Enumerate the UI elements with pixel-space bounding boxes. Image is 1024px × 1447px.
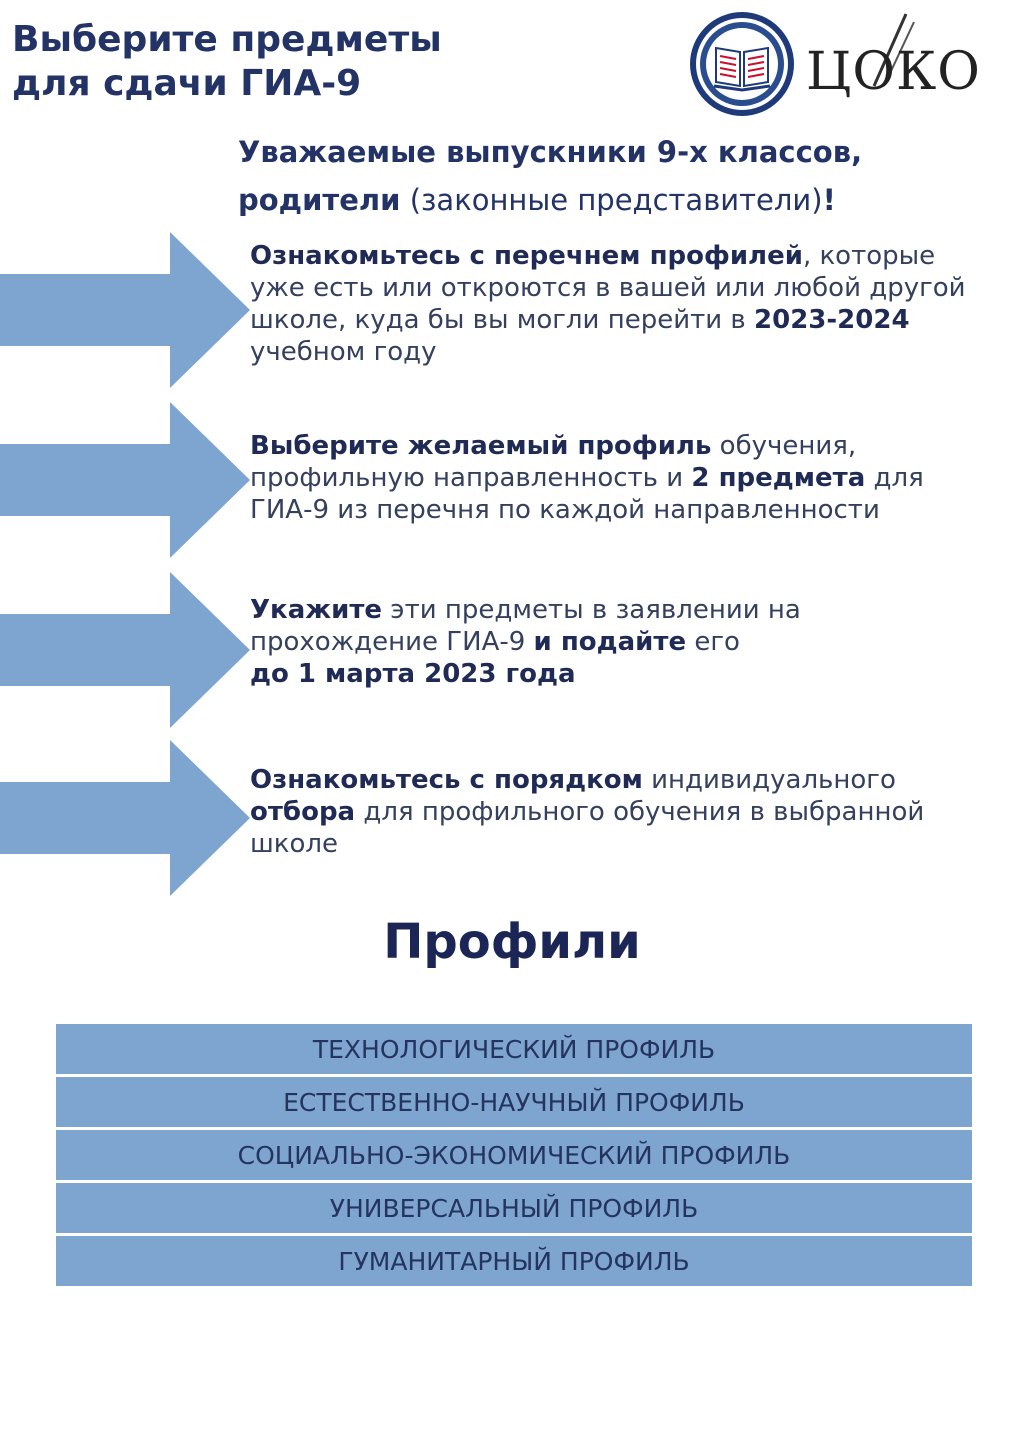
- step-2-text-2: для ГИА-9 из перечня по каждой направленности: [250, 463, 924, 525]
- coko-logo: [686, 8, 1006, 120]
- page-title: [12, 18, 442, 106]
- step-4-text-2: для профильного обучения в выбранной школе: [250, 797, 925, 859]
- step-1-bold-1: Ознакомьтесь с перечнем профилей: [250, 241, 803, 271]
- step-4-text-1: индивидуального: [642, 765, 896, 795]
- greeting-parents: родители: [238, 183, 401, 217]
- step-3-bold-1: Укажите: [250, 595, 383, 625]
- step-2-text: [250, 430, 990, 526]
- step-3-arrow-icon: [0, 572, 250, 728]
- profile-row-technological: ТЕХНОЛОГИЧЕСКИЙ ПРОФИЛЬ: [56, 1024, 972, 1074]
- step-2-bold-1: Выберите желаемый профиль: [250, 431, 712, 461]
- profile-row-humanities: ГУМАНИТАРНЫЙ ПРОФИЛЬ: [56, 1236, 972, 1286]
- title-line-2: для сдачи ГИА-9: [12, 63, 362, 104]
- greeting-line-1: Уважаемые выпускники 9-х классов,: [238, 135, 863, 169]
- step-4-text: [250, 764, 990, 860]
- step-3-text: [250, 594, 990, 690]
- profile-row-socio-economic: СОЦИАЛЬНО-ЭКОНОМИЧЕСКИЙ ПРОФИЛЬ: [56, 1130, 972, 1180]
- step-1-text: [250, 240, 990, 368]
- step-1-text-2: учебном году: [250, 337, 437, 367]
- step-1-text-1: , которые уже есть или откроются в вашей или любой другой школе, куда бы вы могли перейти в: [250, 241, 966, 335]
- step-3-deadline: до 1 марта 2023 года: [250, 659, 576, 689]
- greeting: [238, 128, 862, 224]
- greeting-legal-reps: (законные представители): [409, 183, 823, 217]
- book-emblem-icon: [686, 8, 798, 120]
- step-2-arrow-icon: [0, 402, 250, 558]
- greeting-exclamation: !: [822, 183, 836, 217]
- step-3-bold-2: и подайте: [533, 627, 687, 657]
- profile-row-natural-science: ЕСТЕСТВЕННО-НАУЧНЫЙ ПРОФИЛЬ: [56, 1077, 972, 1127]
- step-2-bold-2: 2 предмета: [691, 463, 866, 493]
- profiles-heading: Профили: [383, 914, 641, 970]
- step-1-bold-2: 2023-2024: [754, 305, 910, 335]
- step-4-bold-1: Ознакомьтесь с порядком: [250, 765, 643, 795]
- profiles-list: [56, 1024, 972, 1289]
- step-3-text-1: эти предметы в заявлении на прохождение ГИА-9: [250, 595, 801, 657]
- step-3-text-2: его: [686, 627, 740, 657]
- step-1-arrow-icon: [0, 232, 250, 388]
- step-4-bold-2: отбора: [250, 797, 356, 827]
- step-4-arrow-icon: [0, 740, 250, 896]
- title-line-1: Выберите предметы: [12, 19, 442, 60]
- profile-row-universal: УНИВЕРСАЛЬНЫЙ ПРОФИЛЬ: [56, 1183, 972, 1233]
- logo-text: ЦОКО: [806, 42, 981, 102]
- step-2-text-1: обучения, профильную направленность и: [250, 431, 857, 493]
